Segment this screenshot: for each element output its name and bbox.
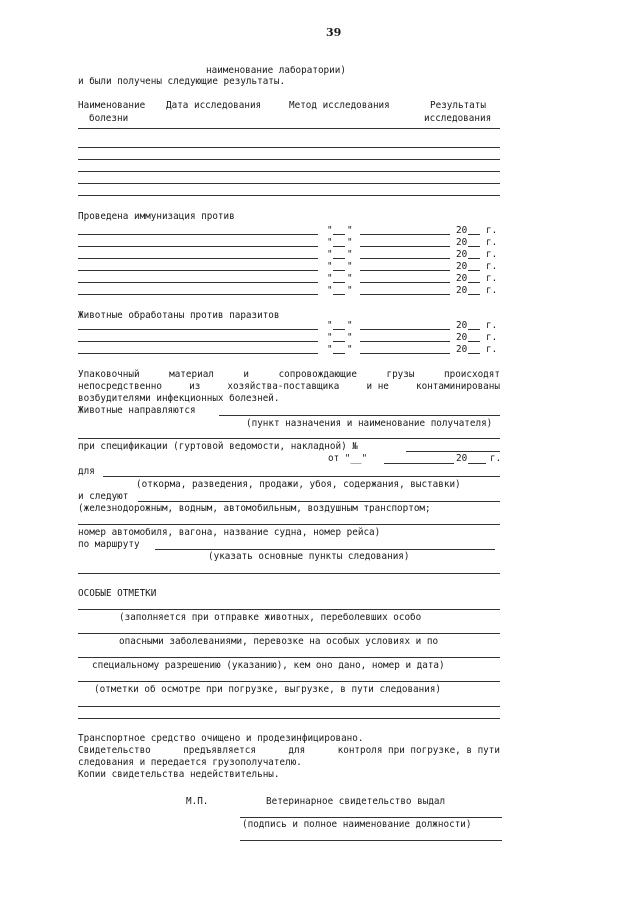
specification-year-field[interactable] <box>468 463 486 464</box>
destination-field[interactable] <box>219 415 500 416</box>
stamp-label: М.П. <box>186 796 209 807</box>
year-field[interactable] <box>468 258 480 259</box>
year-prefix: 20 <box>456 273 468 284</box>
specification-label: при спецификации (гуртовой ведомости, накладной) № <box>78 441 358 452</box>
results-row-line[interactable] <box>78 195 500 196</box>
destination-caption: (пункт назначения и наименование получателя) <box>246 418 493 429</box>
subject-field[interactable] <box>78 341 318 342</box>
year-suffix: г. <box>486 285 498 296</box>
special-caption-4: (отметки об осмотре при погрузке, выгрузке, в пути следования) <box>94 684 442 695</box>
special-caption-2: опасными заболеваниями, перевозке на особых условиях и по <box>119 636 439 647</box>
header-method: Метод исследования <box>289 100 390 111</box>
month-field[interactable] <box>360 329 450 330</box>
year-field[interactable] <box>468 353 480 354</box>
year-field[interactable] <box>468 341 480 342</box>
day-quote-close: " <box>347 237 353 248</box>
day-quote-close: " <box>347 249 353 260</box>
animals-directed-label: Животные направляются <box>78 405 196 416</box>
specification-year-suffix: г. <box>490 453 502 464</box>
day-quote-close: " <box>347 261 353 272</box>
day-field[interactable] <box>333 258 345 259</box>
year-field[interactable] <box>468 282 480 283</box>
vehicle-caption: номер автомобиля, вагона, название судна, номер рейса) <box>78 527 381 538</box>
specification-year-prefix: 20 <box>456 453 468 464</box>
purpose-field[interactable] <box>103 476 500 477</box>
year-field[interactable] <box>468 270 480 271</box>
transport-caption: (железнодорожным, водным, автомобильным, воздушным транспортом; <box>78 503 431 514</box>
year-suffix: г. <box>486 237 498 248</box>
year-prefix: 20 <box>456 344 468 355</box>
subject-field[interactable] <box>78 258 318 259</box>
month-field[interactable] <box>360 258 450 259</box>
day-quote-open: " <box>327 320 333 331</box>
route-continuation-field[interactable] <box>78 573 500 574</box>
results-row-line[interactable] <box>78 171 500 172</box>
certificate-line-2: следования и передается грузополучателю. <box>78 757 302 768</box>
header-disease-2: болезни <box>89 113 129 124</box>
day-quote-open: " <box>327 344 333 355</box>
special-marks-field[interactable] <box>78 681 500 682</box>
year-field[interactable] <box>468 294 480 295</box>
specification-month-field[interactable] <box>384 463 454 464</box>
specification-date-label: от "__" <box>328 453 368 464</box>
day-quote-open: " <box>327 237 333 248</box>
month-field[interactable] <box>360 270 450 271</box>
signature-field[interactable] <box>240 817 502 818</box>
year-suffix: г. <box>486 249 498 260</box>
day-field[interactable] <box>333 246 345 247</box>
day-quote-open: " <box>327 285 333 296</box>
route-label: по маршруту <box>78 539 140 550</box>
year-field[interactable] <box>468 234 480 235</box>
subject-field[interactable] <box>78 294 318 295</box>
destination-continuation-field[interactable] <box>78 438 500 439</box>
day-field[interactable] <box>333 282 345 283</box>
disinfection-text: Транспортное средство очищено и продезинфицировано. <box>78 733 364 744</box>
year-field[interactable] <box>468 246 480 247</box>
results-row-line[interactable] <box>78 159 500 160</box>
year-suffix: г. <box>486 344 498 355</box>
subject-field[interactable] <box>78 329 318 330</box>
results-row-line[interactable] <box>78 147 500 148</box>
day-quote-open: " <box>327 273 333 284</box>
year-suffix: г. <box>486 320 498 331</box>
copies-text: Копии свидетельства недействительны. <box>78 769 280 780</box>
year-prefix: 20 <box>456 332 468 343</box>
issued-label: Ветеринарное свидетельство выдал <box>266 796 446 807</box>
day-field[interactable] <box>333 329 345 330</box>
year-prefix: 20 <box>456 285 468 296</box>
month-field[interactable] <box>360 353 450 354</box>
month-field[interactable] <box>360 282 450 283</box>
header-disease: Наименование <box>78 100 146 111</box>
month-field[interactable] <box>360 341 450 342</box>
day-field[interactable] <box>333 341 345 342</box>
year-field[interactable] <box>468 329 480 330</box>
day-field[interactable] <box>333 353 345 354</box>
page-number: 39 <box>326 26 342 39</box>
vehicle-field[interactable] <box>78 524 500 525</box>
day-quote-open: " <box>327 225 333 236</box>
month-field[interactable] <box>360 294 450 295</box>
certificate-line-1: Свидетельство предъявляется для контроля при погрузке, в пути <box>78 745 500 756</box>
header-results: Результаты <box>430 100 486 111</box>
header-results-2: исследования <box>424 113 492 124</box>
day-field[interactable] <box>333 270 345 271</box>
laboratory-caption: наименование лаборатории) <box>206 65 346 76</box>
table-header-rule <box>78 128 500 129</box>
special-marks-field[interactable] <box>78 657 500 658</box>
specification-number-field[interactable] <box>406 451 500 452</box>
purpose-label: для <box>78 466 95 477</box>
year-prefix: 20 <box>456 249 468 260</box>
transport-field[interactable] <box>138 501 500 502</box>
parasites-label: Животные обработаны против паразитов <box>78 310 280 321</box>
signature-caption: (подпись и полное наименование должности) <box>242 819 472 830</box>
immunization-label: Проведена иммунизация против <box>78 211 235 222</box>
day-quote-close: " <box>347 320 353 331</box>
year-suffix: г. <box>486 273 498 284</box>
day-field[interactable] <box>333 234 345 235</box>
special-marks-field[interactable] <box>78 718 500 719</box>
day-quote-close: " <box>347 344 353 355</box>
subject-field[interactable] <box>78 270 318 271</box>
year-prefix: 20 <box>456 225 468 236</box>
year-suffix: г. <box>486 332 498 343</box>
special-marks-field[interactable] <box>78 609 500 610</box>
header-date: Дата исследования <box>166 100 262 111</box>
day-quote-open: " <box>327 261 333 272</box>
subject-field[interactable] <box>78 353 318 354</box>
special-marks-field[interactable] <box>78 633 500 634</box>
packaging-line-2: непосредственно из хозяйства-поставщика и не контаминированы <box>78 381 500 392</box>
month-field[interactable] <box>360 234 450 235</box>
subject-field[interactable] <box>78 234 318 235</box>
day-quote-close: " <box>347 285 353 296</box>
month-field[interactable] <box>360 246 450 247</box>
year-suffix: г. <box>486 261 498 272</box>
route-caption: (указать основные пункты следования) <box>208 551 410 562</box>
subject-field[interactable] <box>78 282 318 283</box>
special-marks-field[interactable] <box>78 706 500 707</box>
packaging-line-1: Упаковочный материал и сопровождающие грузы происходят <box>78 369 500 380</box>
following-label: и следуют <box>78 491 129 502</box>
special-caption-3: специальному разрешению (указанию), кем оно дано, номер и дата) <box>92 660 445 671</box>
day-quote-close: " <box>347 273 353 284</box>
special-marks-title: ОСОБЫЕ ОТМЕТКИ <box>78 588 157 599</box>
route-field[interactable] <box>155 549 495 550</box>
day-field[interactable] <box>333 294 345 295</box>
results-row-line[interactable] <box>78 183 500 184</box>
year-prefix: 20 <box>456 261 468 272</box>
year-prefix: 20 <box>456 320 468 331</box>
day-quote-close: " <box>347 225 353 236</box>
day-quote-open: " <box>327 249 333 260</box>
purpose-caption: (откорма, разведения, продажи, убоя, содержания, выставки) <box>136 479 461 490</box>
results-intro: и были получены следующие результаты. <box>78 76 286 87</box>
year-suffix: г. <box>486 225 498 236</box>
special-caption-1: (заполняется при отправке животных, переболевших особо <box>119 612 422 623</box>
day-quote-close: " <box>347 332 353 343</box>
subject-field[interactable] <box>78 246 318 247</box>
year-prefix: 20 <box>456 237 468 248</box>
signature-continuation-field[interactable] <box>240 840 502 841</box>
packaging-line-3: возбудителями инфекционных болезней. <box>78 393 280 404</box>
day-quote-open: " <box>327 332 333 343</box>
